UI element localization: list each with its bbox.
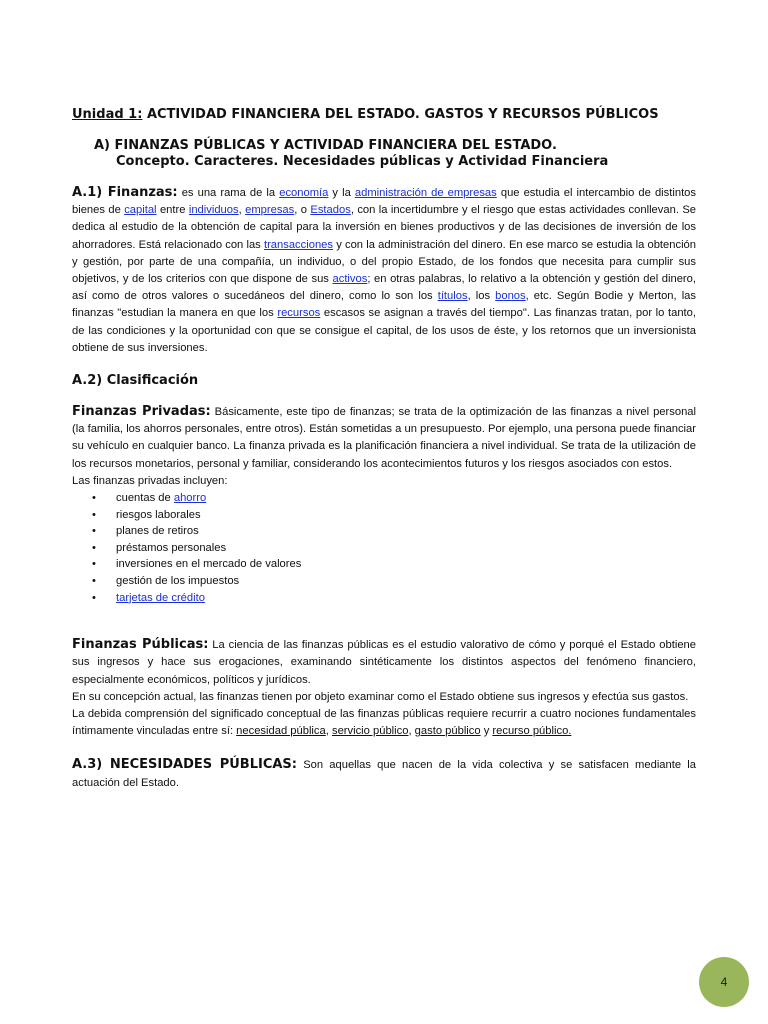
separator: , — [408, 725, 415, 738]
a2-heading: A.2) Clasificación — [72, 373, 199, 389]
a3-text: Son aquellas que nacen de la vida colectiva y se satisfacen mediante la actuación del Estado. — [72, 759, 696, 789]
publicas-text-1: La ciencia de las finanzas públicas es el estudio valorativo de cómo y porqué el Estado obtiene sus ingresos y hace sus erogaciones, examinando sintéticamente los distintos aspectos del fenómeno financiero, especialmente económicos, políticos y jurídicos. — [72, 639, 696, 686]
a1-text-8: y con la administración del dinero. En ese marco se estudia la obtención y gestión, por parte de una compañía, un individuo, o del propio Estado, de los fondos que necesita para cumplir sus objetivos, y de los criterios con que dispone de sus — [72, 238, 697, 286]
unit-label: Unidad 1: — [72, 107, 143, 122]
notion-recurso-publico: recurso público. — [492, 725, 572, 738]
a3-heading: A.3) NECESIDADES PÚBLICAS: — [72, 757, 297, 773]
link-recursos[interactable]: recursos — [277, 307, 321, 320]
section-a-line1: A) FINANZAS PÚBLICAS Y ACTIVIDAD FINANCIERA DEL ESTADO. — [94, 138, 557, 153]
publicas-paragraph — [72, 636, 696, 689]
document-page — [72, 107, 696, 792]
list-item: • riesgos laborales — [116, 507, 696, 524]
link-capital[interactable]: capital — [124, 204, 157, 217]
a1-text-1: es una rama de la — [177, 187, 280, 199]
a3-paragraph — [72, 756, 696, 791]
privadas-text: Básicamente, este tipo de finanzas; se trata de la optimización de las finanzas a nivel personal (la familia, los ahorros personales, entre otros). Están sometidas a un presupuesto. Por ejemplo, una persona puede financiar su vehículo en cualquier banco. La finanza privada es la planificación financiera a nivel individual. Se trata de la utilización de los recursos monetarios, personal y familiar, considerando los acontecimientos futuros y los riesgos asociados con estos. — [72, 406, 696, 470]
link-individuos[interactable]: individuos — [188, 204, 239, 217]
publicas-text-2: En su concepción actual, las finanzas tienen por objeto examinar como el Estado obtiene sus ingresos y efectúa sus gastos. — [72, 690, 689, 703]
unit-title — [72, 107, 696, 122]
link-ahorro[interactable]: ahorro — [173, 492, 207, 505]
a1-text-7: , con la incertidumbre y el riesgo que estas actividades conllevan. Se dedica al estudio de la obtención de capital para la inversión en bienes productivos y de las decisiones de inversión de los ahorradores. Está relacionado con las — [72, 204, 697, 251]
privadas-heading: Finanzas Privadas: — [72, 404, 211, 420]
link-estados[interactable]: Estados — [310, 204, 351, 217]
privadas-intro: Las finanzas privadas incluyen: — [72, 474, 228, 487]
a1-text-10: , los — [467, 290, 496, 303]
link-administracion[interactable]: administración de empresas — [354, 187, 497, 199]
publicas-text-3-intro: La debida comprensión del significado conceptual de las finanzas públicas requiere recurrir a cuatro nociones fundamentales íntimamente vinculadas entre sí: — [72, 708, 696, 738]
notion-necesidad-publica: necesidad pública — [236, 725, 326, 738]
link-economia[interactable]: economía — [279, 187, 329, 199]
section-a-line2: Concepto. Caracteres. Necesidades públicas y Actividad Financiera — [116, 154, 609, 169]
privadas-paragraph — [72, 403, 696, 473]
privadas-list — [72, 490, 696, 606]
notion-gasto-publico: gasto público — [414, 725, 481, 738]
separator: , — [325, 725, 332, 738]
publicas-text-3 — [72, 706, 696, 740]
publicas-heading: Finanzas Públicas: — [72, 637, 209, 653]
a1-text-6: , o — [294, 204, 311, 217]
a1-text-12: escasos se asignan a través del tiempo". Las finanzas tratan, por lo tanto, de las condiciones y la oportunidad con que se consigue el capital, de los usos de éste, y los retornos que un inversionista obtiene de sus inversiones. — [72, 307, 696, 354]
link-titulos[interactable]: títulos — [437, 290, 468, 303]
list-item: • inversiones en el mercado de valores — [116, 556, 696, 573]
section-a-heading — [94, 138, 696, 170]
list-item: • gestión de los impuestos — [116, 573, 696, 590]
link-empresas[interactable]: empresas — [245, 204, 295, 217]
a1-text-3: que estudia el intercambio de distintos bienes de — [72, 187, 696, 217]
a1-text-11: , etc. Según Bodie y Merton, las finanzas "estudian la manera en que los — [72, 290, 696, 320]
a1-text-5: , — [238, 204, 246, 217]
a1-paragraph — [72, 184, 696, 357]
a1-text-4: entre — [156, 204, 189, 217]
list-item: • préstamos personales — [116, 540, 696, 557]
link-bonos[interactable]: bonos — [495, 290, 526, 303]
link-tarjetas-de-credito[interactable]: tarjetas de crédito — [116, 591, 205, 604]
a1-heading: A.1) Finanzas: — [72, 185, 178, 200]
unit-title-text: ACTIVIDAD FINANCIERA DEL ESTADO. GASTOS Y RECURSOS PÚBLICOS — [146, 107, 659, 122]
link-activos[interactable]: activos — [332, 273, 368, 286]
a1-text-9: ; en otras palabras, lo relativo a la obtención y gestión del dinero, así como de otros valores o sucedáneos del dinero, como lo son los — [72, 273, 696, 303]
list-item-text: cuentas de — [116, 492, 174, 505]
link-transacciones[interactable]: transacciones — [263, 238, 333, 251]
notion-servicio-publico: servicio público — [331, 725, 409, 738]
a1-text-2: y la — [328, 187, 355, 199]
list-item — [116, 590, 696, 607]
list-item — [116, 490, 696, 507]
page-number-badge: 4 — [699, 957, 749, 1007]
list-item: • planes de retiros — [116, 523, 696, 540]
separator: y — [480, 725, 493, 738]
